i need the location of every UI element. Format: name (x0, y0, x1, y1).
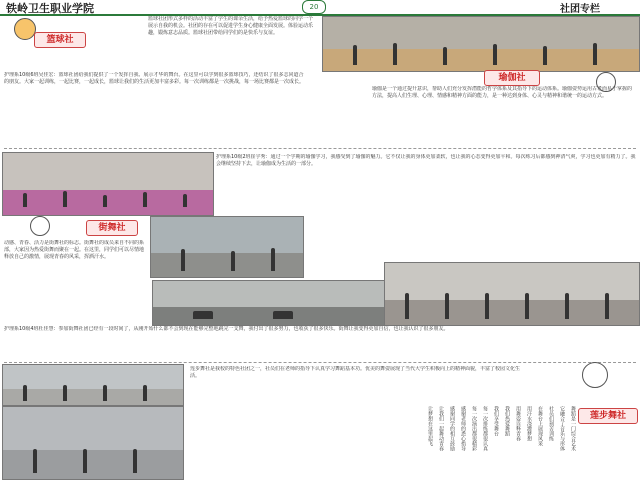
lotus-dance-intro: 莲步舞社是我校的特色社团之一，社员们在老师的指导下认真学习舞蹈基本功。优美的舞姿展现了当代大学生积极向上的精神面貌，丰富了校园文化生活。 (190, 366, 520, 379)
page-number: 20 (302, 0, 326, 14)
lotus-column: 每一次演出都很精彩 (471, 406, 477, 451)
lotus-column: 感谢同学的相互鼓励 (449, 406, 455, 451)
lotus-column: 每一次排练都很认真 (482, 406, 488, 451)
street-dance-photo-3 (384, 262, 640, 326)
lotus-column: 舞蹈是一门综合艺术 (570, 406, 576, 451)
yoga-speech: 护理系10级2班崔宇秀：通过一个学期的瑜伽学习，我感受到了瑜伽的魅力。它不仅让我的身体更加柔软，也让我的心态变得更加平和。每次练习后都感到神清气爽，学习也更加有精力了。我会继续坚持下去，让瑜伽成为生活的一部分。 (216, 154, 636, 167)
lotus-column: 在舞台上展现风采 (537, 406, 543, 446)
street-dance-club-banner: 街舞社 (86, 220, 138, 236)
lotus-column: 它融合了音乐与形体 (559, 406, 565, 451)
basketball-photo (322, 16, 640, 72)
yoga-intro: 瑜伽是一个通过提升意识，帮助人们充分发挥潜能的哲学体系及其指导下的运动体系。瑜伽姿势运用古老而易于掌握的方法，提高人们生理、心理、情感和精神方面的能力，是一种达到身体、心灵与精神和谐统一的运动方式。 (372, 86, 633, 99)
street-dance-intro: 动感、青春、活力是街舞社的标志。街舞社的成员来自不同的系部，大家因为热爱街舞而聚在一起。在这里，同学们可以尽情地释放自己的激情，展现青春的风采，挥洒汗水。 (4, 240, 144, 260)
divider (4, 148, 636, 149)
lotus-column: 社员们刻苦训练 (548, 406, 554, 441)
school-title: 铁岭卫生职业学院 (6, 2, 94, 15)
lotus-column: 让我们一起舞动青春 (438, 406, 444, 451)
lotus-column: 我们热爱舞蹈 (504, 406, 510, 436)
basketball-speech: 护理系10级6班吴佳宏：篮球社团给我们提供了一个发挥自我、展示才华的舞台。在这里可以学到很多篮球技巧，还结识了很多志同道合的朋友。大家一起训练，一起比赛，一起成长，篮球让我们的生活更加丰富多彩。每一次训练都是一次挑战，每一场比赛都是一次成长。 (4, 72, 304, 85)
basketball-intro: 篮球社团形式多样的活动丰富了学生的课余生活，给予热爱篮球的同学一个展示自我的机会。社团的存在可以促进学生身心健康全面发展。体验运动乐趣，锻炼意志品质。篮球社团带给同学们的是快乐与友谊。 (148, 16, 314, 36)
lotus-column: 感谢老师的悉心指导 (460, 406, 466, 451)
lotus-dance-doodle-icon (582, 362, 608, 388)
street-dance-photo-1 (150, 216, 304, 278)
lotus-column: 用舞姿诠释青春 (515, 406, 521, 441)
lotus-dance-columns (190, 406, 576, 478)
lotus-column: 用汗水浇灌梦想 (526, 406, 532, 441)
street-dance-doodle-icon (30, 216, 50, 236)
divider (4, 362, 636, 363)
street-dance-speech: 护理系10级4班杜佳慧：参加街舞社团已经有一段时间了，从刚开始什么都不会到现在能够完整地跳完一支舞，我付出了很多努力，也收获了很多快乐。街舞让我变得更加自信，也让我认识了很多朋友。 (4, 326, 449, 332)
yoga-photo (2, 152, 214, 216)
basketball-doodle-icon (14, 18, 36, 40)
lotus-dance-club-banner: 莲步舞社 (578, 408, 638, 424)
lotus-dance-photo-1 (2, 364, 184, 406)
yoga-club-banner: 瑜伽社 (484, 70, 540, 86)
street-dance-photo-2 (152, 280, 386, 326)
basketball-club-banner: 篮球社 (34, 32, 86, 48)
section-title: 社团专栏 (560, 4, 600, 15)
lotus-column: 让梦想在这里起飞 (427, 406, 433, 446)
lotus-column: 我们享受舞台 (493, 406, 499, 436)
lotus-dance-photo-2 (2, 406, 184, 480)
